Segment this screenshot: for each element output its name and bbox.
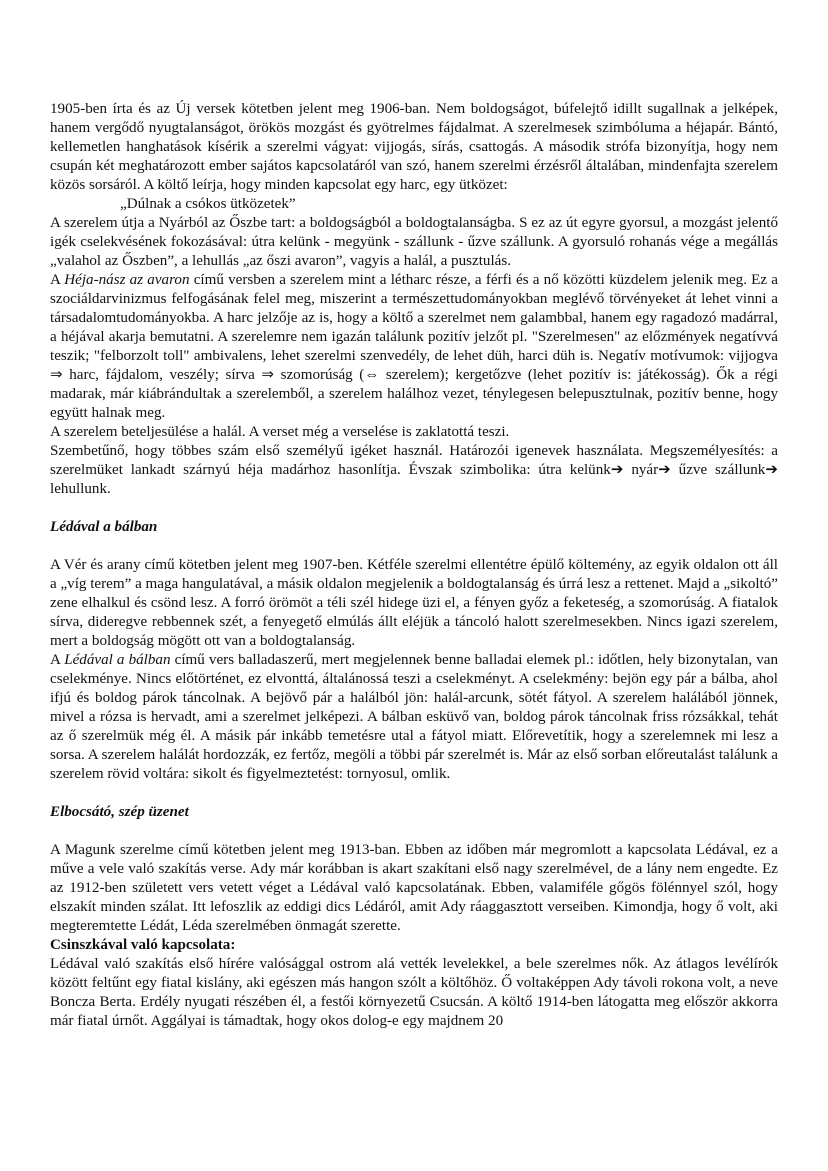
- section-heading: Elbocsátó, szép üzenet: [50, 804, 189, 820]
- text-run: A: [50, 652, 65, 668]
- text-run: című vers balladaszerű, mert megjelennek benne balladai elemek pl.: időtlen, hely bizonytalan, van cselekménye. Nincs előtörténet, ez elvonttá, általánossá teszi a cselekményt. A cselekmény: bejön egy pár a bálba, ahol ifjú és boldog párok táncolnak. A bejövő pár a halálból jön: halál-arcunk, sötét fátyol. A szerelem halálából jönnek, mivel a rózsa is hervadt, ami a szerelmet jelképezi. A bálban esküvő van, boldog párok táncolnak friss rózsákkal, tehát az ő szerelmük még él. A másik pár inkább temetésre utal a fátyol miatt. Előrevetítik, hogy a szerelemnek mi lesz a sorsa. A szerelem halálát hordozzák, ez fertőz, megöli a többi pár szerelmét is. Már az első sorban előreutalást találunk a szerelem rövid voltára: sikolt és figyelmeztetést: tornyosul, omlik.: [50, 652, 779, 782]
- paragraph: A szerelem beteljesülése a halál. A verset még a verselése is zaklatottá teszi.: [50, 424, 510, 440]
- quote-line: „Dúlnak a csókos ütközetek”: [120, 196, 296, 212]
- paragraph: Lédával való szakítás első hírére valósággal ostrom alá vették levelekkel, a bele szerelmes nők. Az átlagos levélírók között feltűnt egy fiatal kislány, aki egészen más hangon szólt a költőhöz. Ő voltaképpen Ady távoli rokona volt, a neve Boncza Berta. Erdély nyugati részében él, a festői környezetű Csucsán. A költő 1914-ben látogatta meg először akkorra már fiatal úrnőt. Aggályai is támadtak, hogy okos dolog-e egy majdnem 20: [50, 956, 778, 1029]
- poem-title: Héja-nász az avaron: [64, 272, 190, 288]
- subheading: Csinszkával való kapcsolata:: [50, 937, 236, 953]
- paragraph: [50, 651, 778, 784]
- paragraph: A szerelem útja a Nyárból az Őszbe tart: a boldogságból a boldogtalanságba. S ez az út egyre gyorsul, a mozgást jelentő igék cselekvésének fokozásával: útra kelünk - megyünk - szállunk - űzve szállunk. A gyorsuló rohanás vége a megállás „valahol az Őszben”, a lehullás „az őszi avaron”, vagyis a halál, a pusztulás.: [50, 215, 778, 269]
- section-heading: Lédával a bálban: [50, 519, 158, 535]
- paragraph: 1905-ben írta és az Új versek kötetben jelent meg 1906-ban. Nem boldogságot, búfelejtő idillt sugallnak a jelképek, hanem vergődő nyugtalanságot, örökös mozgást és gyötrelmes fájdalmat. A szerelmesek szimbóluma a héjapár. Bántó, kellemetlen hanghatások kísérik a szerelmi vágyat: vijjogás, sírás, csattogás. A második strófa bizonyítja, hogy nem csupán két meghatározott ember sajátos kapcsolatáról van szó, hanem szerelmi érzésről általában, mindenfajta szerelem közös sorsáról. A költő leírja, hogy minden kapcsolat egy harc, egy ütközet:: [50, 101, 778, 193]
- paragraph: A Magunk szerelme című kötetben jelent meg 1913-ban. Ebben az időben már megromlott a kapcsolata Lédával, ez a műve a vele való szakítás verse. Ady már korábban is akart szakítani első nagy szerelmével, de a lány nem engedte. Ez az 1912-ben született vers vetett véget a Lédával való kapcsolatának. Ebben, valamiféle gőgös fölénnyel szól, hogy elszakít minden szálat. Itt lefoszlik az eddigi dics Lédáról, amit Ady ráaggasztott verseiben. Kimondja, hogy ő volt, aki megteremtette Lédát, Léda szerelmében önmagát szerette.: [50, 842, 778, 934]
- poem-title: Lédával a bálban: [64, 652, 171, 668]
- text-run: című versben a szerelem mint a létharc része, a férfi és a nő közötti küzdelem jelenik meg. Ez a szociáldarvinizmus felfogásának felel meg, miszerint a természettudományokban meglévő törvényeket át lehet vinni a társadalomtudományokba. A harc jelzője az is, hogy a költő a szerelmet nem galambbal, hanem egy ragadozó madárral, a héjával akarja bemutatni. A szerelemre nem igazán találunk pozitív jelzőt pl. "Szerelmesen" az előzmények negatívvá teszik; "felborzolt toll" ambivalens, lehet szerelmi szenvedély, de lehet düh, harci düh is. Negatív motívumok: vijjogva ⇒ harc, fájdalom, veszély; sírva ⇒ szomorúság (⇔ szerelem); kergetőzve (lehet pozitív is: játékosság). Ők a régi madarak, már kiábrándultak a szerelemből, a szerelem halálhoz vezet, ténylegesen belepusztulnak, pozitív benne, hogy együtt halnak meg.: [50, 272, 778, 421]
- text-run: A: [50, 272, 65, 288]
- paragraph: Szembetűnő, hogy többes szám első személyű igéket használ. Határozói igenevek használata. Megszemélyesítés: a szerelmüket lankadt szárnyú héja madárhoz hasonlítja. Évszak szimbolika: útra kelünk➔ nyár➔ űzve szállunk➔ lehullunk.: [50, 443, 778, 497]
- paragraph: [50, 271, 778, 423]
- document-page: [50, 100, 778, 1031]
- paragraph: A Vér és arany című kötetben jelent meg 1907-ben. Kétféle szerelmi ellentétre épülő költemény, az egyik oldalon ott áll a „víg terem” a maga hangulatával, a másik oldalon megjelenik a boldogtalanság és úrrá lesz a rettenet. Majd a „sikoltó” zene elhalkul és csönd lesz. A forró örömöt a téli szél hidege üzi el, a fényen győz a feketeség, a szomorúság. A fiatalok sírva, dideregve rebbennek szét, a fenyegető elmúlás állt eléjük a táncoló halott szerelmesekben. Nincs igazi szerelem, mert a boldogság mögött ott van a boldogtalanság.: [50, 557, 778, 649]
